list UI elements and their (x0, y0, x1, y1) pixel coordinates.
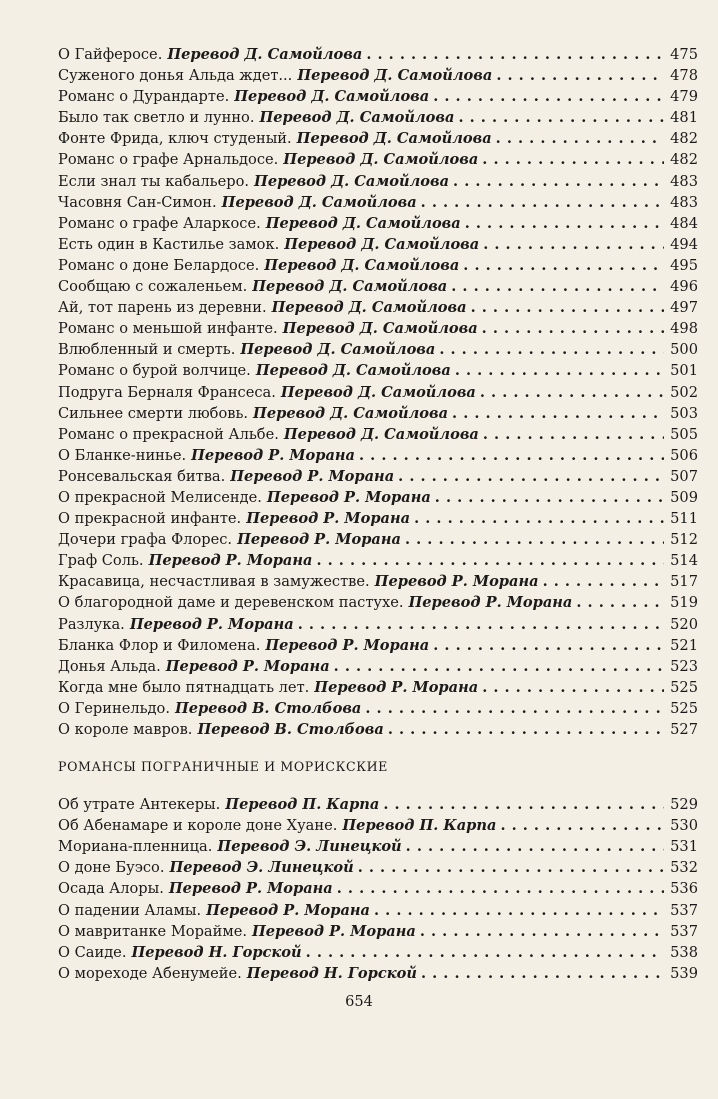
toc-entry (58, 900, 698, 921)
toc-entry (58, 107, 698, 128)
toc-entry (58, 149, 698, 170)
entry-translator: Перевод Р. Морана (129, 615, 294, 633)
dot-leader (482, 677, 664, 698)
entry-title: Об утрате Антекеры. (58, 796, 221, 814)
entry-title: Донья Альда. (58, 657, 161, 675)
toc-entry (58, 677, 698, 698)
dot-leader (405, 529, 664, 550)
entry-title: Подруга Берналя Франсеса. (58, 383, 276, 401)
toc-entry (58, 86, 698, 107)
entry-title: Мориана-пленница. (58, 838, 213, 856)
entry-translator: Перевод Р. Морана (266, 488, 431, 506)
entry-translator: Перевод Д. Самойлова (259, 109, 455, 127)
entry-page-number: 532 (670, 859, 698, 877)
entry-translator: Перевод В. Столбова (174, 699, 362, 717)
dot-leader (337, 878, 664, 899)
dot-leader (398, 466, 664, 487)
entry-translator: Перевод Д. Самойлова (221, 193, 417, 211)
entry-translator: Перевод Д. Самойлова (264, 256, 460, 274)
entry-title: Если знал ты кабальеро. (58, 172, 250, 190)
entry-title: Ай, тот парень из деревни. (58, 299, 267, 317)
entry-title: О Саиде. (58, 943, 127, 961)
toc-group-border-romances (58, 794, 698, 984)
entry-translator: Перевод Р. Морана (265, 636, 430, 654)
dot-leader (483, 234, 664, 255)
entry-translator: Перевод Р. Морана (246, 510, 411, 528)
entry-title: Романс о прекрасной Альбе. (58, 425, 279, 443)
entry-title: Дочери графа Флорес. (58, 531, 233, 549)
entry-translator: Перевод Д. Самойлова (280, 383, 476, 401)
dot-leader (496, 128, 664, 149)
dot-leader (365, 698, 664, 719)
entry-page-number: 525 (670, 678, 698, 696)
entry-translator: Перевод Н. Горской (131, 943, 302, 961)
entry-title: О падении Аламы. (58, 901, 202, 919)
entry-title: Об Абенамаре и короле доне Хуане. (58, 817, 338, 835)
entry-page-number: 503 (670, 404, 698, 422)
entry-page-number: 497 (670, 299, 698, 317)
entry-translator: Перевод В. Столбова (197, 721, 384, 738)
entry-title: Суженого донья Альда ждет... (58, 67, 293, 85)
entry-page-number: 512 (670, 531, 698, 549)
entry-page-number: 514 (670, 552, 698, 570)
toc-entry (58, 921, 698, 942)
entry-translator: Перевод Д. Самойлова (254, 172, 450, 190)
dot-leader (439, 339, 664, 360)
entry-translator: Перевод Н. Горской (246, 964, 417, 982)
entry-translator: Перевод Д. Самойлова (240, 341, 436, 359)
entry-page-number: 500 (670, 341, 698, 359)
dot-leader (298, 614, 664, 635)
toc-entry (58, 529, 698, 550)
entry-page-number: 484 (670, 214, 698, 232)
entry-translator: Перевод Д. Самойлова (167, 46, 363, 63)
entry-translator: Перевод Р. Морана (314, 678, 479, 696)
entry-page-number: 517 (670, 573, 698, 591)
entry-page-number: 519 (670, 594, 698, 612)
entry-title: Граф Соль. (58, 552, 144, 570)
entry-page-number: 529 (670, 796, 698, 814)
entry-title: Романс о бурой волчице. (58, 362, 251, 380)
dot-leader (421, 192, 664, 213)
toc-entry (58, 44, 698, 65)
toc-entry (58, 550, 698, 571)
entry-page-number: 479 (670, 88, 698, 106)
dot-leader (543, 571, 664, 592)
entry-title: О доне Буэсо. (58, 859, 165, 877)
toc-entry (58, 614, 698, 635)
toc-entry (58, 942, 698, 963)
dot-leader (455, 360, 664, 381)
toc-entry (58, 339, 698, 360)
dot-leader (435, 487, 664, 508)
entry-title: О Бланке-нинье. (58, 446, 187, 464)
entry-title: Бланка Флор и Филомена. (58, 636, 261, 654)
entry-translator: Перевод Д. Самойлова (296, 130, 492, 148)
dot-leader (483, 424, 664, 445)
dot-leader (482, 318, 664, 339)
entry-title: О мавританке Морайме. (58, 922, 247, 940)
entry-translator: Перевод Р. Морана (168, 880, 333, 898)
entry-title: О мореходе Абенумейе. (58, 964, 242, 982)
dot-leader (496, 65, 664, 86)
entry-title: Ронсевальская битва. (58, 467, 226, 485)
entry-page-number: 537 (670, 922, 698, 940)
toc-group-romances (58, 44, 698, 740)
toc-entry (58, 318, 698, 339)
entry-page-number: 536 (670, 880, 698, 898)
entry-translator: Перевод Р. Морана (206, 901, 370, 919)
toc-entry (58, 65, 698, 86)
entry-title: Разлука. (58, 615, 125, 633)
toc-entry (58, 635, 698, 656)
dot-leader (453, 171, 664, 192)
toc-entry (58, 445, 698, 466)
entry-page-number: 475 (670, 46, 698, 63)
dot-leader (306, 942, 664, 963)
dot-leader (334, 656, 664, 677)
entry-title: О благородной даме и деревенском пастухе. (58, 594, 404, 612)
entry-page-number: 494 (670, 235, 698, 253)
dot-leader (374, 900, 664, 921)
entry-title: О прекрасной Мелисенде. (58, 488, 262, 506)
entry-page-number: 523 (670, 657, 698, 675)
dot-leader (451, 276, 664, 297)
entry-translator: Перевод Д. Самойлова (234, 88, 430, 106)
toc-entry (58, 360, 698, 381)
entry-page-number: 521 (670, 636, 698, 654)
dot-leader (316, 550, 664, 571)
toc-entry (58, 508, 698, 529)
toc-entry (58, 857, 698, 878)
entry-translator: Перевод Р. Морана (230, 467, 395, 485)
toc-entry (58, 719, 698, 740)
entry-translator: Перевод Д. Самойлова (282, 320, 478, 338)
entry-translator: Перевод Э. Линецкой (169, 859, 354, 877)
entry-page-number: 525 (670, 699, 698, 717)
entry-title: Есть один в Кастилье замок. (58, 235, 280, 253)
entry-title: Осада Алоры. (58, 880, 164, 898)
dot-leader (358, 857, 664, 878)
entry-title: О короле мавров. (58, 721, 193, 738)
entry-page-number: 481 (670, 109, 698, 127)
dot-leader (366, 44, 664, 65)
toc-entry (58, 255, 698, 276)
entry-translator: Перевод Д. Самойлова (252, 278, 448, 296)
toc-entry (58, 815, 698, 836)
toc-entry (58, 234, 698, 255)
entry-title: Романс о графе Арнальдосе. (58, 151, 279, 169)
entry-title: Было так светло и лунно. (58, 109, 255, 127)
toc-entry (58, 878, 698, 899)
entry-translator: Перевод Р. Морана (148, 552, 313, 570)
toc-entry (58, 592, 698, 613)
entry-page-number: 505 (670, 425, 698, 443)
entry-page-number: 509 (670, 488, 698, 506)
toc-entry (58, 963, 698, 984)
entry-page-number: 538 (670, 943, 698, 961)
dot-leader (433, 635, 664, 656)
dot-leader (482, 149, 664, 170)
entry-page-number: 531 (670, 838, 698, 856)
entry-title: Сильнее смерти любовь. (58, 404, 249, 422)
toc-entry (58, 128, 698, 149)
toc-entry (58, 171, 698, 192)
dot-leader (388, 719, 664, 740)
entry-page-number: 530 (670, 817, 698, 835)
entry-translator: Перевод Р. Морана (191, 446, 356, 464)
entry-title: Сообщаю с сожаленьем. (58, 278, 248, 296)
entry-title: Красавица, несчастливая в замужестве. (58, 573, 370, 591)
dot-leader (458, 107, 664, 128)
entry-title: Романс о Дурандарте. (58, 88, 230, 106)
entry-translator: Перевод Р. Морана (408, 594, 573, 612)
toc-entry (58, 698, 698, 719)
entry-title: Фонте Фрида, ключ студеный. (58, 130, 292, 148)
toc-entry (58, 794, 698, 815)
entry-page-number: 482 (670, 130, 698, 148)
entry-translator: Перевод Д. Самойлова (255, 362, 451, 380)
page-number: 654 (345, 993, 373, 1010)
entry-translator: Перевод Д. Самойлова (284, 235, 480, 253)
entry-translator: Перевод Д. Самойлова (297, 67, 493, 85)
dot-leader (500, 815, 664, 836)
entry-translator: Перевод Д. Самойлова (283, 151, 479, 169)
toc-entry (58, 297, 698, 318)
entry-page-number: 537 (670, 901, 698, 919)
dot-leader (420, 921, 664, 942)
entry-page-number: 495 (670, 256, 698, 274)
entry-page-number: 482 (670, 151, 698, 169)
dot-leader (359, 445, 664, 466)
entry-page-number: 520 (670, 615, 698, 633)
entry-translator: Перевод Р. Морана (165, 657, 330, 675)
entry-page-number: 507 (670, 467, 698, 485)
entry-page-number: 501 (670, 362, 698, 380)
toc-entry (58, 424, 698, 445)
toc-entry (58, 466, 698, 487)
dot-leader (414, 508, 664, 529)
entry-title: Когда мне было пятнадцать лет. (58, 678, 310, 696)
dot-leader (406, 836, 664, 857)
toc-entry (58, 213, 698, 234)
entry-page-number: 539 (670, 964, 698, 982)
toc-entry (58, 836, 698, 857)
entry-title: Часовня Сан-Симон. (58, 193, 217, 211)
dot-leader (433, 86, 664, 107)
section-heading: РОМАНСЫ ПОГРАНИЧНЫЕ И МОРИСКСКИЕ (58, 759, 388, 775)
entry-page-number: 506 (670, 446, 698, 464)
toc-entry (58, 276, 698, 297)
entry-title: О Гайферосе. (58, 46, 163, 63)
entry-page-number: 478 (670, 67, 698, 85)
dot-leader (576, 592, 664, 613)
toc-entry (58, 192, 698, 213)
entry-title: Романс о доне Белардосе. (58, 256, 260, 274)
entry-translator: Перевод Д. Самойлова (271, 299, 467, 317)
entry-translator: Перевод Р. Морана (251, 922, 416, 940)
table-of-contents (58, 44, 698, 984)
entry-title: О прекрасной инфанте. (58, 510, 242, 528)
entry-page-number: 483 (670, 193, 698, 211)
entry-translator: Перевод П. Карпа (225, 796, 380, 814)
entry-page-number: 498 (670, 320, 698, 338)
entry-title: Романс о графе Аларкосе. (58, 214, 261, 232)
dot-leader (383, 794, 664, 815)
entry-page-number: 511 (670, 510, 698, 528)
dot-leader (452, 403, 664, 424)
toc-entry (58, 382, 698, 403)
entry-translator: Перевод Д. Самойлова (265, 214, 461, 232)
dot-leader (471, 297, 664, 318)
entry-page-number: 483 (670, 172, 698, 190)
dot-leader (421, 963, 664, 984)
dot-leader (480, 382, 664, 403)
toc-entry (58, 571, 698, 592)
dot-leader (463, 255, 664, 276)
entry-title: Влюбленный и смерть. (58, 341, 236, 359)
entry-translator: Перевод Р. Морана (374, 573, 539, 591)
toc-entry (58, 656, 698, 677)
toc-entry (58, 487, 698, 508)
entry-page-number: 527 (670, 721, 698, 738)
entry-translator: Перевод Э. Линецкой (217, 838, 402, 856)
entry-translator: Перевод Д. Самойлова (283, 425, 479, 443)
dot-leader (465, 213, 664, 234)
entry-translator: Перевод П. Карпа (342, 817, 497, 835)
toc-entry (58, 403, 698, 424)
entry-translator: Перевод Д. Самойлова (253, 404, 449, 422)
entry-page-number: 502 (670, 383, 698, 401)
entry-title: О Геринельдо. (58, 699, 170, 717)
entry-translator: Перевод Р. Морана (237, 531, 401, 549)
entry-page-number: 496 (670, 278, 698, 296)
entry-title: Романс о меньшой инфанте. (58, 320, 278, 338)
